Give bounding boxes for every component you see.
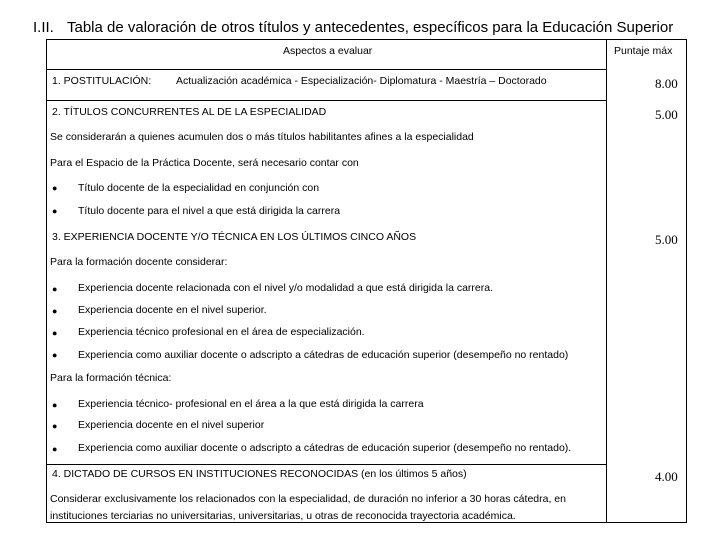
- bullet-icon: ●: [52, 328, 58, 338]
- row-divider: [46, 69, 607, 70]
- bullet-icon: ●: [52, 306, 58, 316]
- bullet-icon: ●: [52, 421, 58, 431]
- score-titulos: 5.00: [655, 107, 678, 122]
- bullet-icon: ●: [52, 183, 58, 193]
- list-item: Experiencia como auxiliar docente o adscripto a cátedras de educación superior (desempeño no rentado): [78, 349, 569, 361]
- bullet-icon: ●: [52, 350, 58, 360]
- column-header-aspects: Aspectos a evaluar: [283, 45, 373, 57]
- experiencia-tecnica-intro: Para la formación técnica:: [50, 372, 172, 384]
- score-postitulacion: 8.00: [655, 76, 678, 91]
- row-divider: [46, 464, 607, 465]
- list-item: Experiencia docente relacionada con el nivel y/o modalidad a que está dirigida la carrera.: [78, 282, 494, 294]
- list-item: Título docente para el nivel a que está dirigida la carrera: [78, 205, 341, 217]
- score-experiencia: 5.00: [655, 232, 678, 247]
- experiencia-docente-intro: Para la formación docente considerar:: [50, 256, 228, 268]
- list-item: Experiencia docente en el nivel superior.: [78, 304, 267, 316]
- cursos-description-line-1: Considerar exclusivamente los relacionados con la especialidad, de duración no inferior a 30 horas cátedra, en: [50, 493, 566, 505]
- row-experiencia-label: 3. EXPERIENCIA DOCENTE Y/O TÉCNICA EN LOS ÚLTIMOS CINCO AÑOS: [52, 231, 417, 243]
- bullet-icon: ●: [52, 444, 58, 454]
- cursos-description-line-2: instituciones terciarias no universitarias, universitarias, u otras de reconocida trayectoria académica.: [50, 510, 516, 522]
- score-cursos: 4.00: [655, 469, 678, 484]
- list-item: Experiencia como auxiliar docente o adscripto a cátedras de educación superior (desempeño no rentado).: [78, 442, 572, 454]
- column-header-score: Puntaje máx: [614, 45, 673, 57]
- list-item: Experiencia docente en el nivel superior: [78, 419, 265, 431]
- list-item: Experiencia técnico profesional en el área de especialización.: [78, 326, 365, 338]
- row-postitulacion-label: 1. POSTITULACIÓN:: [52, 75, 152, 87]
- section-number: I.II.: [33, 19, 54, 36]
- row-titulos-label: 2. TÍTULOS CONCURRENTES AL DE LA ESPECIALIDAD: [52, 106, 327, 118]
- list-item: Título docente de la especialidad en conjunción con: [78, 182, 320, 194]
- row-cursos-label: 4. DICTADO DE CURSOS EN INSTITUCIONES RECONOCIDAS (en los últimos 5 años): [52, 468, 467, 480]
- list-item: Experiencia técnico- profesional en el área a la que está dirigida la carrera: [78, 398, 424, 410]
- section-title: Tabla de valoración de otros títulos y antecedentes, específicos para la Educación Superior: [67, 19, 674, 36]
- row-divider: [46, 100, 607, 101]
- bullet-icon: ●: [52, 284, 58, 294]
- row-postitulacion-detail: Actualización académica - Especialización- Diplomatura - Maestría – Doctorado: [176, 75, 547, 87]
- bullet-icon: ●: [52, 206, 58, 216]
- titulos-practica-note: Para el Espacio de la Práctica Docente, será necesario contar con: [50, 157, 359, 169]
- bullet-icon: ●: [52, 400, 58, 410]
- titulos-note: Se considerarán a quienes acumulen dos o más títulos habilitantes afines a la especialidad: [50, 131, 474, 143]
